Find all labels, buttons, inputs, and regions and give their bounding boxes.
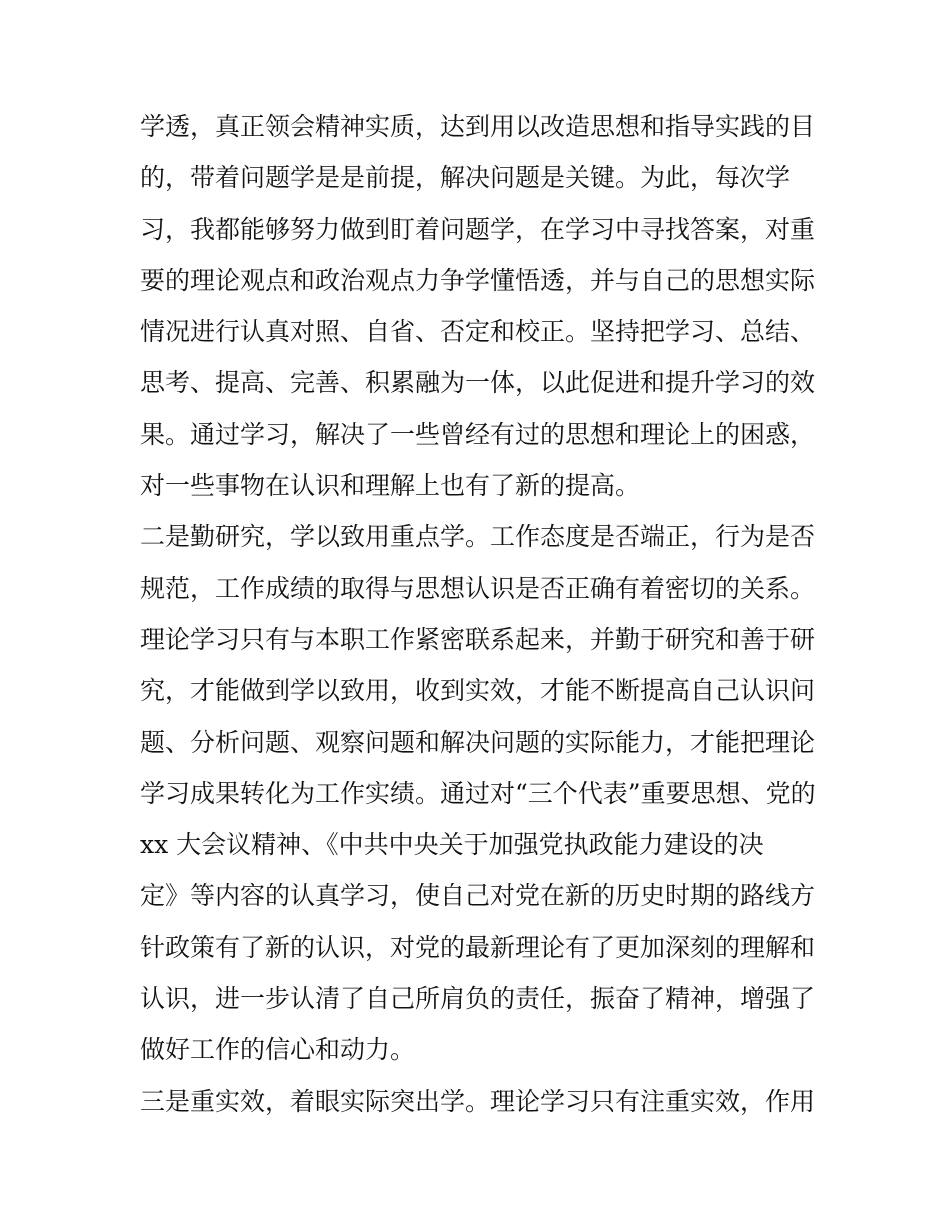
paragraph-start-line: 三是重实效，着眼实际突出学。理论学习只有注重实效，作用 <box>140 1086 816 1116</box>
text-line: 规范，工作成绩的取得与思想认识是否正确有着密切的关系。 <box>140 573 816 603</box>
text-line: 定》等内容的认真学习，使自己对党在新的历史时期的路线方 <box>140 881 816 911</box>
text-line: xx 大会议精神、《中共中央关于加强党执政能力建设的决 <box>140 830 764 860</box>
text-line: 认识，进一步认清了自己所肩负的责任，振奋了精神，增强了 <box>140 984 816 1014</box>
text-line: 究，才能做到学以致用，收到实效，才能不断提高自己认识问 <box>140 676 816 706</box>
text-line: 要的理论观点和政治观点力争学懂悟透，并与自己的思想实际 <box>140 265 816 295</box>
body-text <box>140 101 820 1127</box>
text-line: 思考、提高、完善、积累融为一体，以此促进和提升学习的效 <box>140 368 816 398</box>
text-line: 题、分析问题、观察问题和解决问题的实际能力，才能把理论 <box>140 727 816 757</box>
text-line: 对一些事物在认识和理解上也有了新的提高。 <box>140 471 641 501</box>
text-line: 做好工作的信心和动力。 <box>140 1035 416 1065</box>
paragraph-start-line: 二是勤研究，学以致用重点学。工作态度是否端正，行为是否 <box>140 522 816 552</box>
text-line: 果。通过学习，解决了一些曾经有过的思想和理论上的困惑， <box>140 419 816 449</box>
text-line: 理论学习只有与本职工作紧密联系起来，并勤于研究和善于研 <box>140 624 816 654</box>
text-line: 习，我都能够努力做到盯着问题学，在学习中寻找答案，对重 <box>140 214 816 244</box>
text-line: 的，带着问题学是是前提，解决问题是关键。为此，每次学 <box>140 163 791 193</box>
text-line: 学透，真正领会精神实质，达到用以改造思想和指导实践的目 <box>140 112 816 141</box>
text-line: 针政策有了新的认识，对党的最新理论有了更加深刻的理解和 <box>140 932 816 962</box>
text-line: 学习成果转化为工作实绩。通过对“三个代表”重要思想、党的 <box>140 778 816 808</box>
text-line: 情况进行认真对照、自省、否定和校正。坚持把学习、总结、 <box>140 317 816 347</box>
